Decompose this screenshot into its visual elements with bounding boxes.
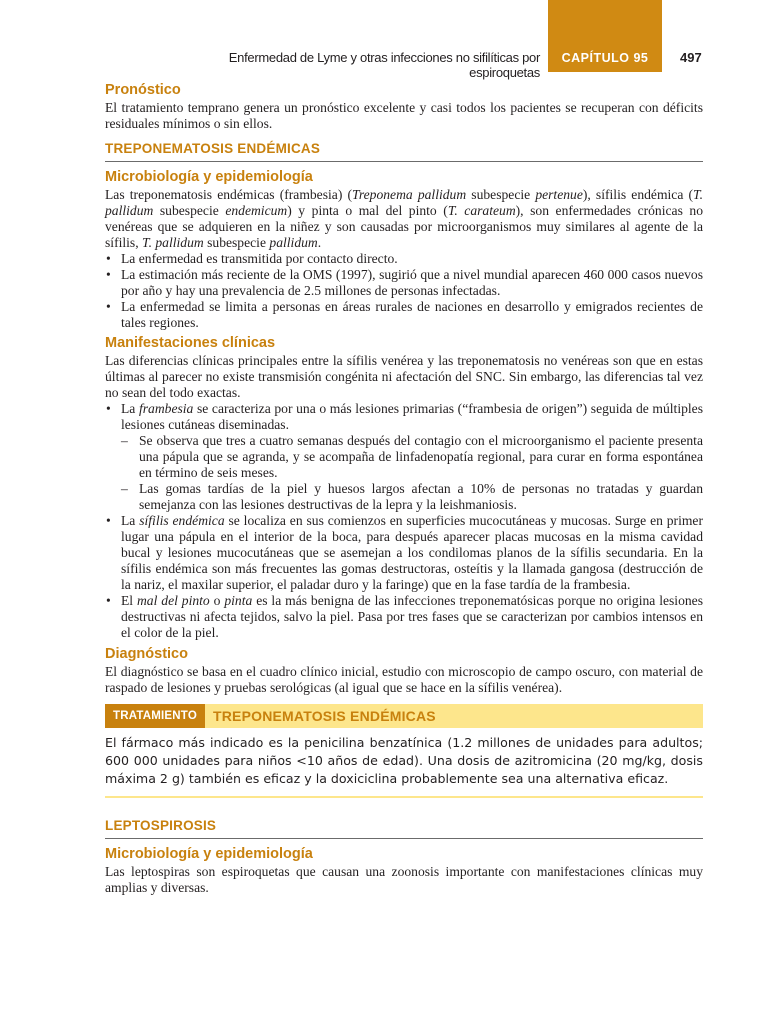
list-item: • La enfermedad es transmitida por contacto directo.	[105, 251, 703, 267]
italic-run: pallidum	[269, 235, 318, 250]
lepto-text: Las leptospiras son espiroquetas que causan una zoonosis importante con manifestaciones clínicas muy amplias y diversas.	[105, 864, 703, 895]
text-run: subespecie	[203, 235, 270, 250]
pronostico-heading: Pronóstico	[105, 82, 181, 98]
italic-run: pinta	[224, 593, 253, 608]
micro-heading: Microbiología y epidemiología	[105, 169, 313, 185]
clinical-heading: Manifestaciones clínicas	[105, 335, 276, 351]
leptospirosis-heading: LEPTOSPIROSIS	[105, 816, 703, 839]
chapter-label: CAPÍTULO 95	[561, 51, 649, 65]
text-run: La	[121, 513, 140, 528]
treatment-tag: TRATAMIENTO	[105, 704, 205, 728]
text-run: ), son enfermedades crónicas no venéreas que se adquieren en la niñez y son causadas por microorganismos muy similares al agente de la sífilis,	[105, 203, 703, 250]
lepto-micro-heading: Microbiología y epidemiología	[105, 846, 313, 862]
micro-intro	[105, 187, 703, 251]
italic-run: mal del pinto	[136, 593, 210, 608]
italic-run: frambesia	[138, 401, 194, 416]
italic-run: Treponema pallidum	[352, 187, 467, 202]
sifilis-text	[121, 513, 703, 592]
list-item: – Se observa que tres a cuatro semanas después del contagio con el microorganismo el paciente presenta una pápula que se agranda, y se acompaña de linfadenopatía regional, para curar en forma espontánea en término de seis meses.	[121, 433, 703, 481]
list-item: • La estimación más reciente de la OMS (1997), sugirió que a nivel mundial aparecen 460 000 casos nuevos por año y hay una prevalencia de 2.5 millones de personas infectadas.	[105, 267, 703, 299]
italic-run: T. pallidum	[105, 187, 703, 218]
text-run: o	[209, 593, 225, 608]
pronostico-text: El tratamiento temprano genera un pronóstico excelente y casi todos los pacientes se recuperan con déficits residuales mínimos o sin ellos.	[105, 100, 703, 131]
clinical-intro: Las diferencias clínicas principales entre la sífilis venérea y las treponematosis no venéreas son que en estas últimas al parecer no existe transmisión congénita ni afectación del SNC. Sin embargo, las diferencias tal vez no sean del todo exactas.	[105, 353, 703, 400]
text-run: subespecie	[466, 187, 536, 202]
pinta-text	[121, 593, 703, 640]
treatment-box-rule	[105, 796, 703, 798]
micro-bullet-list	[105, 251, 703, 331]
italic-run: endemicum	[225, 203, 288, 218]
italic-run: sífilis endémica	[139, 513, 225, 528]
clinical-bullet-list	[105, 401, 703, 641]
treatment-title: TREPONEMATOSIS ENDÉMICAS	[212, 708, 436, 724]
treatment-box-header	[105, 704, 703, 728]
text-run: La	[121, 401, 139, 416]
diagnostico-heading: Diagnóstico	[105, 646, 188, 662]
list-item: – Las gomas tardías de la piel y huesos largos afectan a 10% de personas no tratadas y guardan semejanza con las lesiones destructivas de la lepra y la leishmaniosis.	[121, 481, 703, 513]
diagnostico-text: El diagnóstico se basa en el cuadro clínico inicial, estudio con microscopio de campo oscuro, con material de raspado de lesiones y pruebas serológicas (al igual que se hace en la sífilis venérea).	[105, 664, 703, 695]
frambesia-text	[121, 401, 703, 432]
text-run: se caracteriza por una o más lesiones primarias (“frambesia de origen”) seguida de múltiples lesiones cutáneas diseminadas.	[121, 401, 703, 432]
pinta-item	[105, 593, 703, 641]
text-run: se localiza en sus comienzos en superficies mucocutáneas y mucosas. Surge en primer lugar una pápula en el interior de la boca, para después aparecer placas mucosas en la misma cavidad bucal y lesiones mucocutáneas que se asemejan a los condilomas planos de la sífilis secundaria. En la sífilis endémica son más frecuentes las gomas destructoras, osteítis y la llamada gangosa (destrucción de la nariz, el maxilar superior, el paladar duro y la faringe) que en la fase tardía de la frambesia.	[121, 513, 703, 592]
text-run: subespecie	[153, 203, 226, 218]
list-item: • La enfermedad se limita a personas en áreas rurales de naciones en desarrollo y emigrados recientes de tales regiones.	[105, 299, 703, 331]
running-title: Enfermedad de Lyme y otras infecciones no sifilíticas por espiroquetas	[228, 50, 540, 80]
text-run: El	[121, 593, 137, 608]
text-run: ) y pinta o mal del pinto (	[287, 203, 448, 218]
text-run: Las treponematosis endémicas (frambesia) (	[105, 187, 353, 202]
frambesia-item	[105, 401, 703, 513]
frambesia-subitems	[121, 433, 703, 513]
italic-run: T. carateum	[447, 203, 516, 218]
page-number: 497	[680, 50, 702, 65]
sifilis-item	[105, 513, 703, 593]
text-run: .	[317, 235, 322, 250]
treatment-body: El fármaco más indicado es la penicilina benzatínica (1.2 millones de unidades para adultos; 600 000 unidades para niños <10 años de edad). Una dosis de azitromicina (20 mg/kg, dosis máxima 2 g) también es eficaz y la doxiciclina probablemente sea una alternativa eficaz.	[105, 735, 703, 786]
italic-run: pertenue	[535, 187, 583, 202]
treponematosis-heading: TREPONEMATOSIS ENDÉMICAS	[105, 139, 703, 162]
text-run: ), sífilis endémica (	[582, 187, 694, 202]
text-run: es la más benigna de las infecciones treponematósicas porque no origina lesiones destructivas ni afecta tejidos, salvo la piel. Pasa por tres fases que se caracterizan por cambios intensos en el color de la piel.	[121, 593, 703, 640]
chapter-tab	[548, 0, 662, 72]
italic-run: T. pallidum	[142, 235, 204, 250]
page-content	[105, 80, 703, 896]
